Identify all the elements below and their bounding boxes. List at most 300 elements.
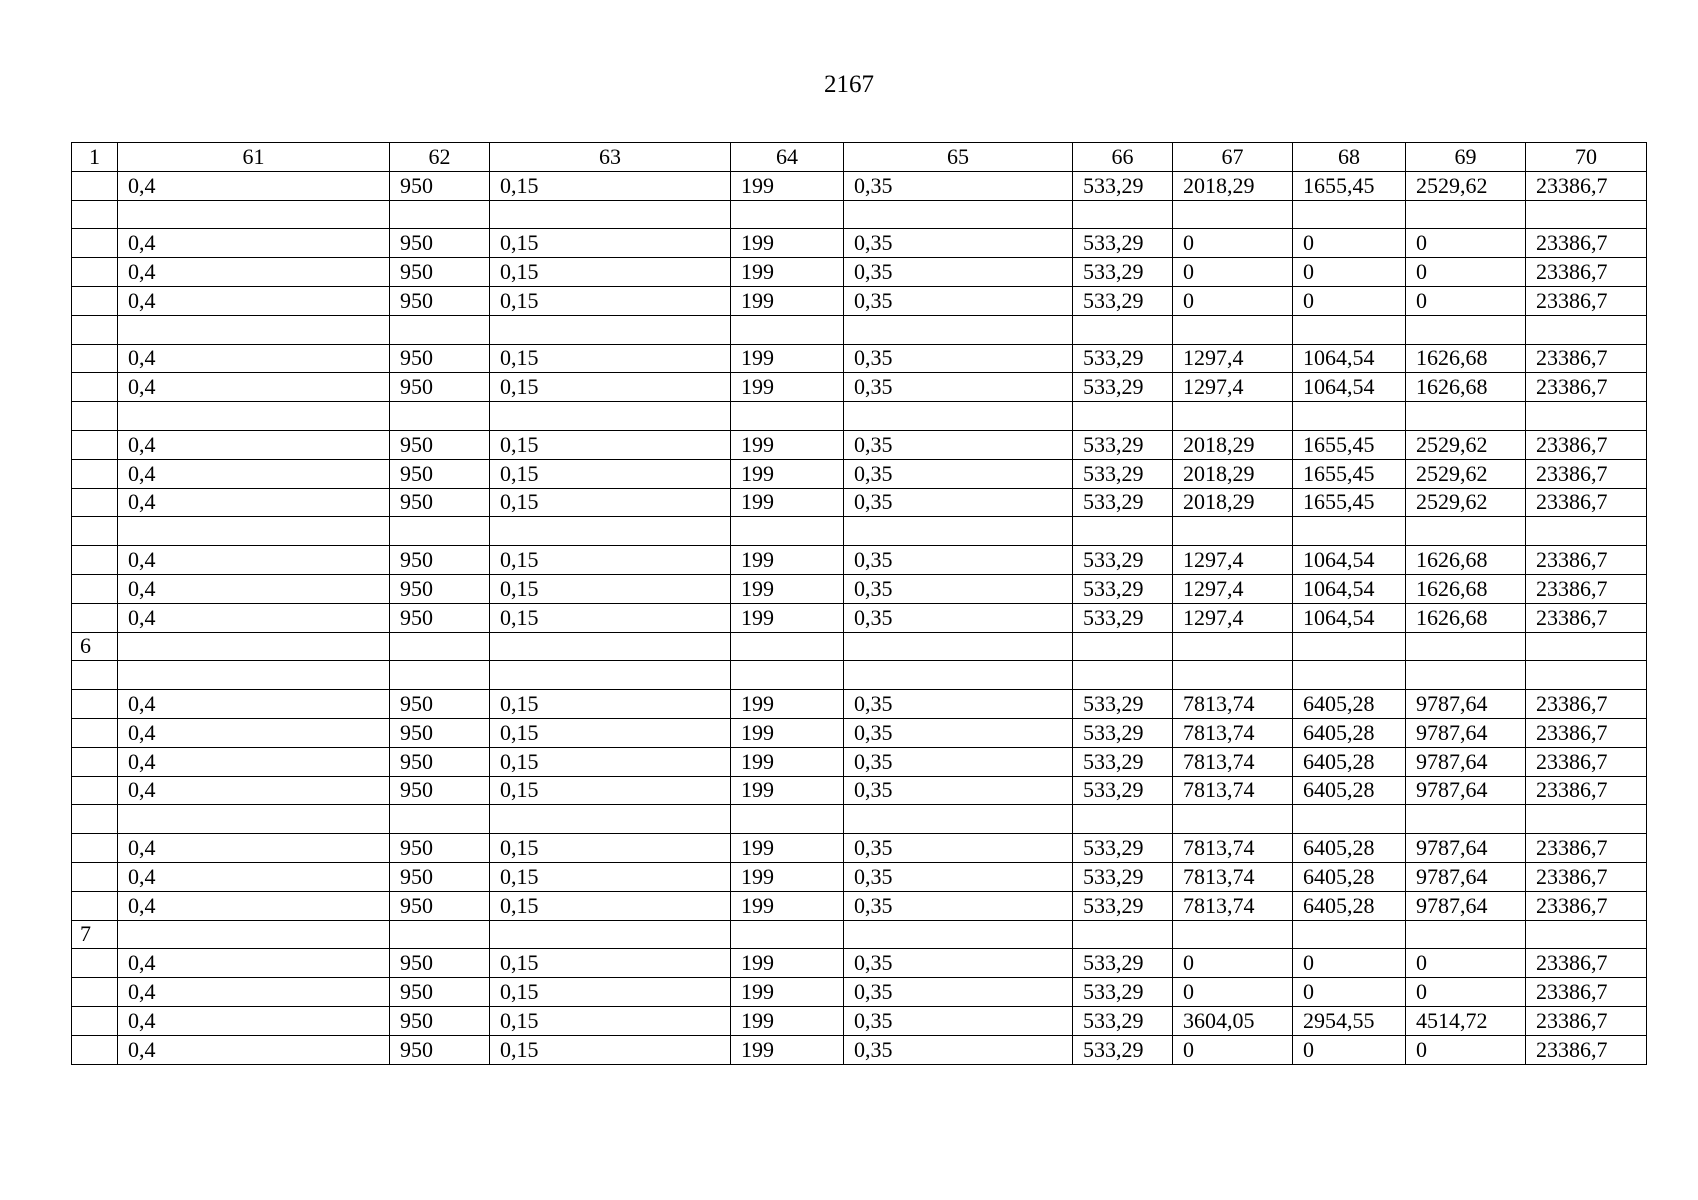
table-cell: 6405,28 xyxy=(1293,834,1406,863)
table-cell xyxy=(1173,315,1293,344)
table-cell: 9787,64 xyxy=(1406,834,1526,863)
table-cell: 533,29 xyxy=(1073,229,1173,258)
table-cell: 950 xyxy=(390,488,490,517)
table-cell: 533,29 xyxy=(1073,546,1173,575)
table-row xyxy=(72,286,1647,315)
header-cell: 1 xyxy=(72,143,118,172)
table-cell: 0,15 xyxy=(490,718,731,747)
table-cell xyxy=(118,632,390,661)
table-cell: 0 xyxy=(1293,1035,1406,1064)
table-cell xyxy=(731,315,844,344)
table-cell xyxy=(731,805,844,834)
table-cell xyxy=(72,747,118,776)
table-cell xyxy=(490,661,731,690)
table-cell: 533,29 xyxy=(1073,344,1173,373)
table-cell: 1626,68 xyxy=(1406,574,1526,603)
table-cell: 23386,7 xyxy=(1526,344,1647,373)
table-cell: 7813,74 xyxy=(1173,891,1293,920)
table-cell xyxy=(1293,517,1406,546)
table-cell: 1064,54 xyxy=(1293,373,1406,402)
table-cell: 2018,29 xyxy=(1173,171,1293,200)
table-cell: 950 xyxy=(390,603,490,632)
table-cell xyxy=(490,805,731,834)
table-cell: 0 xyxy=(1406,258,1526,287)
table-cell: 950 xyxy=(390,459,490,488)
table-cell xyxy=(1073,402,1173,431)
table-cell: 533,29 xyxy=(1073,949,1173,978)
table-cell: 950 xyxy=(390,1035,490,1064)
table-cell: 1297,4 xyxy=(1173,344,1293,373)
table-cell xyxy=(390,200,490,229)
table-cell: 0,35 xyxy=(844,978,1073,1007)
header-cell: 69 xyxy=(1406,143,1526,172)
table-body xyxy=(72,143,1647,1065)
table-row xyxy=(72,258,1647,287)
table-cell: 9787,64 xyxy=(1406,891,1526,920)
table-cell: 0 xyxy=(1173,978,1293,1007)
table-cell: 0,15 xyxy=(490,459,731,488)
table-cell: 0,35 xyxy=(844,603,1073,632)
table-cell xyxy=(1293,200,1406,229)
table-cell xyxy=(1406,315,1526,344)
table-cell: 0,4 xyxy=(118,978,390,1007)
table-cell: 950 xyxy=(390,949,490,978)
table-cell: 23386,7 xyxy=(1526,834,1647,863)
table-cell: 950 xyxy=(390,171,490,200)
table-cell: 7813,74 xyxy=(1173,862,1293,891)
table-cell xyxy=(72,459,118,488)
table-cell: 0,15 xyxy=(490,747,731,776)
table-cell: 0,35 xyxy=(844,776,1073,805)
table-cell xyxy=(72,891,118,920)
table-cell: 0 xyxy=(1293,286,1406,315)
table-cell xyxy=(1526,632,1647,661)
table-cell: 533,29 xyxy=(1073,776,1173,805)
table-cell: 0,15 xyxy=(490,1035,731,1064)
table-cell: 950 xyxy=(390,1006,490,1035)
table-cell: 0,35 xyxy=(844,373,1073,402)
table-cell: 533,29 xyxy=(1073,1006,1173,1035)
table-cell xyxy=(844,315,1073,344)
table-cell: 23386,7 xyxy=(1526,459,1647,488)
header-cell: 64 xyxy=(731,143,844,172)
table-cell: 2018,29 xyxy=(1173,488,1293,517)
table-cell xyxy=(118,661,390,690)
table-cell xyxy=(844,632,1073,661)
table-cell: 0,15 xyxy=(490,862,731,891)
table-cell xyxy=(1406,920,1526,949)
table-cell: 0 xyxy=(1173,258,1293,287)
table-cell: 9787,64 xyxy=(1406,718,1526,747)
table-cell: 533,29 xyxy=(1073,978,1173,1007)
table-cell xyxy=(118,805,390,834)
table-cell: 950 xyxy=(390,747,490,776)
table-cell: 0,15 xyxy=(490,373,731,402)
table-cell xyxy=(1406,661,1526,690)
table-cell: 1297,4 xyxy=(1173,373,1293,402)
table-cell: 0,4 xyxy=(118,949,390,978)
table-cell xyxy=(731,920,844,949)
table-cell: 0 xyxy=(1173,1035,1293,1064)
table-cell xyxy=(490,920,731,949)
table-cell: 0,15 xyxy=(490,776,731,805)
table-cell xyxy=(1526,661,1647,690)
table-cell: 0 xyxy=(1406,1035,1526,1064)
table-cell: 7813,74 xyxy=(1173,690,1293,719)
table-cell: 0,4 xyxy=(118,690,390,719)
table-cell: 0,15 xyxy=(490,834,731,863)
table-cell: 0,4 xyxy=(118,258,390,287)
table-cell: 23386,7 xyxy=(1526,546,1647,575)
table-cell xyxy=(72,776,118,805)
table-row xyxy=(72,978,1647,1007)
table-cell xyxy=(731,200,844,229)
table-cell xyxy=(72,430,118,459)
table-row xyxy=(72,632,1647,661)
table-cell: 0,15 xyxy=(490,286,731,315)
table-row xyxy=(72,517,1647,546)
table-cell: 199 xyxy=(731,258,844,287)
table-cell: 0 xyxy=(1173,229,1293,258)
table-cell xyxy=(1173,517,1293,546)
table-cell: 0 xyxy=(1406,286,1526,315)
table-cell: 2954,55 xyxy=(1293,1006,1406,1035)
table-cell: 0 xyxy=(1406,949,1526,978)
table-cell: 0,15 xyxy=(490,1006,731,1035)
table-cell: 1064,54 xyxy=(1293,603,1406,632)
table-row xyxy=(72,430,1647,459)
table-cell: 1626,68 xyxy=(1406,546,1526,575)
table-cell: 23386,7 xyxy=(1526,862,1647,891)
table-cell xyxy=(390,920,490,949)
table-row xyxy=(72,776,1647,805)
table-cell: 1297,4 xyxy=(1173,603,1293,632)
table-cell xyxy=(844,920,1073,949)
table-cell: 0,4 xyxy=(118,891,390,920)
table-cell: 199 xyxy=(731,373,844,402)
table-row xyxy=(72,805,1647,834)
table-row xyxy=(72,718,1647,747)
table-cell: 0,15 xyxy=(490,430,731,459)
table-cell: 0,15 xyxy=(490,690,731,719)
table-cell: 1297,4 xyxy=(1173,546,1293,575)
table-row xyxy=(72,603,1647,632)
table-cell: 6405,28 xyxy=(1293,747,1406,776)
table-cell: 0,35 xyxy=(844,1006,1073,1035)
table-cell: 1297,4 xyxy=(1173,574,1293,603)
table-cell xyxy=(72,718,118,747)
table-cell xyxy=(72,603,118,632)
table-cell: 0 xyxy=(1293,978,1406,1007)
table-cell: 23386,7 xyxy=(1526,229,1647,258)
table-cell: 199 xyxy=(731,834,844,863)
table-cell xyxy=(490,200,731,229)
table-cell xyxy=(1526,920,1647,949)
table-row xyxy=(72,690,1647,719)
table-row xyxy=(72,862,1647,891)
table-cell: 0,4 xyxy=(118,574,390,603)
table-cell: 23386,7 xyxy=(1526,430,1647,459)
table-cell xyxy=(1073,517,1173,546)
table-row xyxy=(72,891,1647,920)
table-cell: 950 xyxy=(390,286,490,315)
table-cell: 1064,54 xyxy=(1293,546,1406,575)
table-cell xyxy=(72,661,118,690)
table-cell xyxy=(72,517,118,546)
table-cell: 0 xyxy=(1293,229,1406,258)
table-row xyxy=(72,574,1647,603)
table-cell: 533,29 xyxy=(1073,430,1173,459)
table-cell: 199 xyxy=(731,546,844,575)
table-cell: 199 xyxy=(731,574,844,603)
table-cell: 9787,64 xyxy=(1406,776,1526,805)
table-cell: 950 xyxy=(390,229,490,258)
table-row xyxy=(72,1035,1647,1064)
table-cell: 0,35 xyxy=(844,546,1073,575)
table-row xyxy=(72,920,1647,949)
table-cell: 0,35 xyxy=(844,718,1073,747)
table-row xyxy=(72,949,1647,978)
table-cell xyxy=(1406,632,1526,661)
table-cell xyxy=(72,1006,118,1035)
table-cell: 23386,7 xyxy=(1526,978,1647,1007)
table-cell: 0,4 xyxy=(118,718,390,747)
header-cell: 63 xyxy=(490,143,731,172)
table-cell: 9787,64 xyxy=(1406,690,1526,719)
table-cell: 950 xyxy=(390,718,490,747)
header-cell: 62 xyxy=(390,143,490,172)
table-cell: 199 xyxy=(731,978,844,1007)
table-cell: 199 xyxy=(731,776,844,805)
table-cell: 950 xyxy=(390,776,490,805)
table-cell: 0,35 xyxy=(844,862,1073,891)
table-cell: 0,4 xyxy=(118,546,390,575)
table-cell: 1064,54 xyxy=(1293,344,1406,373)
table-cell: 0,15 xyxy=(490,949,731,978)
table-cell: 0,4 xyxy=(118,834,390,863)
table-cell: 950 xyxy=(390,690,490,719)
table-row xyxy=(72,661,1647,690)
table-cell xyxy=(1073,661,1173,690)
table-cell: 1626,68 xyxy=(1406,344,1526,373)
table-row xyxy=(72,315,1647,344)
table-cell: 6405,28 xyxy=(1293,690,1406,719)
data-table xyxy=(71,142,1647,1065)
table-cell: 950 xyxy=(390,978,490,1007)
table-cell xyxy=(1406,517,1526,546)
table-cell: 533,29 xyxy=(1073,1035,1173,1064)
table-cell xyxy=(390,805,490,834)
table-row xyxy=(72,229,1647,258)
table-cell xyxy=(490,402,731,431)
table-row xyxy=(72,344,1647,373)
table-cell xyxy=(72,229,118,258)
table-cell xyxy=(72,978,118,1007)
table-cell: 1655,45 xyxy=(1293,171,1406,200)
table-cell xyxy=(1406,200,1526,229)
table-cell: 0 xyxy=(1293,258,1406,287)
table-cell: 533,29 xyxy=(1073,690,1173,719)
table-cell: 199 xyxy=(731,1006,844,1035)
table-row xyxy=(72,402,1647,431)
table-cell xyxy=(390,315,490,344)
table-cell: 2529,62 xyxy=(1406,430,1526,459)
table-cell: 0,35 xyxy=(844,574,1073,603)
table-cell: 533,29 xyxy=(1073,862,1173,891)
table-row xyxy=(72,459,1647,488)
table-cell: 0,35 xyxy=(844,430,1073,459)
table-cell: 0 xyxy=(1406,229,1526,258)
table-cell: 0,35 xyxy=(844,344,1073,373)
table-cell: 533,29 xyxy=(1073,171,1173,200)
table-cell xyxy=(1293,661,1406,690)
table-cell xyxy=(72,805,118,834)
table-cell xyxy=(1526,517,1647,546)
table-cell: 2529,62 xyxy=(1406,171,1526,200)
table-cell: 0 xyxy=(1406,978,1526,1007)
table-cell: 533,29 xyxy=(1073,747,1173,776)
table-cell xyxy=(844,402,1073,431)
table-cell xyxy=(731,517,844,546)
table-cell xyxy=(390,661,490,690)
table-cell: 0,15 xyxy=(490,171,731,200)
table-cell: 7 xyxy=(72,920,118,949)
table-cell: 199 xyxy=(731,603,844,632)
table-cell: 0,4 xyxy=(118,1035,390,1064)
table-cell: 199 xyxy=(731,171,844,200)
table-cell: 0,4 xyxy=(118,171,390,200)
table-cell: 23386,7 xyxy=(1526,258,1647,287)
table-cell xyxy=(72,488,118,517)
header-cell: 61 xyxy=(118,143,390,172)
table-cell: 23386,7 xyxy=(1526,488,1647,517)
table-cell: 0,35 xyxy=(844,1035,1073,1064)
table-cell: 3604,05 xyxy=(1173,1006,1293,1035)
table-cell: 199 xyxy=(731,344,844,373)
table-cell xyxy=(72,1035,118,1064)
table-cell: 199 xyxy=(731,949,844,978)
table-cell: 950 xyxy=(390,862,490,891)
table-cell: 199 xyxy=(731,286,844,315)
table-cell: 199 xyxy=(731,718,844,747)
table-cell: 23386,7 xyxy=(1526,286,1647,315)
table-cell: 0,4 xyxy=(118,1006,390,1035)
table-cell xyxy=(118,517,390,546)
table-cell xyxy=(390,517,490,546)
table-cell: 950 xyxy=(390,373,490,402)
table-row xyxy=(72,1006,1647,1035)
table-cell xyxy=(1406,805,1526,834)
table-cell: 199 xyxy=(731,1035,844,1064)
table-cell: 533,29 xyxy=(1073,258,1173,287)
table-cell: 2018,29 xyxy=(1173,430,1293,459)
table-cell: 533,29 xyxy=(1073,891,1173,920)
table-cell xyxy=(1173,402,1293,431)
table-cell: 23386,7 xyxy=(1526,171,1647,200)
table-cell xyxy=(1173,200,1293,229)
table-cell: 23386,7 xyxy=(1526,718,1647,747)
table-cell: 7813,74 xyxy=(1173,718,1293,747)
table-cell: 0,15 xyxy=(490,546,731,575)
table-cell xyxy=(72,200,118,229)
table-cell xyxy=(1073,805,1173,834)
table-cell: 0,4 xyxy=(118,229,390,258)
header-cell: 68 xyxy=(1293,143,1406,172)
table-cell xyxy=(1526,200,1647,229)
table-cell: 0,4 xyxy=(118,373,390,402)
table-cell: 533,29 xyxy=(1073,574,1173,603)
table-cell: 533,29 xyxy=(1073,459,1173,488)
table-cell: 0,15 xyxy=(490,574,731,603)
table-cell: 199 xyxy=(731,747,844,776)
table-cell: 0,35 xyxy=(844,229,1073,258)
table-cell: 0,4 xyxy=(118,603,390,632)
table-row xyxy=(72,834,1647,863)
table-cell xyxy=(1293,805,1406,834)
table-cell xyxy=(72,373,118,402)
table-cell xyxy=(490,517,731,546)
table-cell: 6405,28 xyxy=(1293,718,1406,747)
table-cell: 533,29 xyxy=(1073,718,1173,747)
table-cell: 0,4 xyxy=(118,344,390,373)
header-cell: 65 xyxy=(844,143,1073,172)
table-cell: 1655,45 xyxy=(1293,488,1406,517)
table-cell xyxy=(72,258,118,287)
table-cell xyxy=(1173,632,1293,661)
table-cell: 7813,74 xyxy=(1173,776,1293,805)
table-cell xyxy=(731,632,844,661)
table-cell: 1626,68 xyxy=(1406,373,1526,402)
table-cell xyxy=(1526,402,1647,431)
header-row xyxy=(72,143,1647,172)
table-cell: 950 xyxy=(390,546,490,575)
table-cell xyxy=(1173,805,1293,834)
table-cell: 533,29 xyxy=(1073,488,1173,517)
table-cell xyxy=(72,949,118,978)
table-cell: 0,4 xyxy=(118,459,390,488)
table-cell: 4514,72 xyxy=(1406,1006,1526,1035)
table-cell: 23386,7 xyxy=(1526,690,1647,719)
table-cell xyxy=(72,690,118,719)
table-cell: 23386,7 xyxy=(1526,891,1647,920)
table-cell xyxy=(72,315,118,344)
table-cell: 6 xyxy=(72,632,118,661)
table-cell xyxy=(72,574,118,603)
table-cell xyxy=(72,171,118,200)
table-cell: 7813,74 xyxy=(1173,834,1293,863)
table-cell: 1655,45 xyxy=(1293,459,1406,488)
table-cell: 0,35 xyxy=(844,258,1073,287)
table-cell xyxy=(1073,315,1173,344)
table-cell: 0,4 xyxy=(118,862,390,891)
table-cell xyxy=(844,805,1073,834)
table-cell xyxy=(844,200,1073,229)
table-cell: 9787,64 xyxy=(1406,747,1526,776)
table-cell xyxy=(1173,920,1293,949)
table-cell: 6405,28 xyxy=(1293,776,1406,805)
table-cell: 0,35 xyxy=(844,459,1073,488)
table-cell xyxy=(72,834,118,863)
table-cell: 950 xyxy=(390,574,490,603)
table-cell: 23386,7 xyxy=(1526,1006,1647,1035)
table-cell: 0,15 xyxy=(490,891,731,920)
table-cell xyxy=(1526,805,1647,834)
table-cell: 0,35 xyxy=(844,949,1073,978)
table-cell: 0,15 xyxy=(490,229,731,258)
table-cell: 0 xyxy=(1293,949,1406,978)
table-cell: 533,29 xyxy=(1073,373,1173,402)
table-cell xyxy=(72,344,118,373)
